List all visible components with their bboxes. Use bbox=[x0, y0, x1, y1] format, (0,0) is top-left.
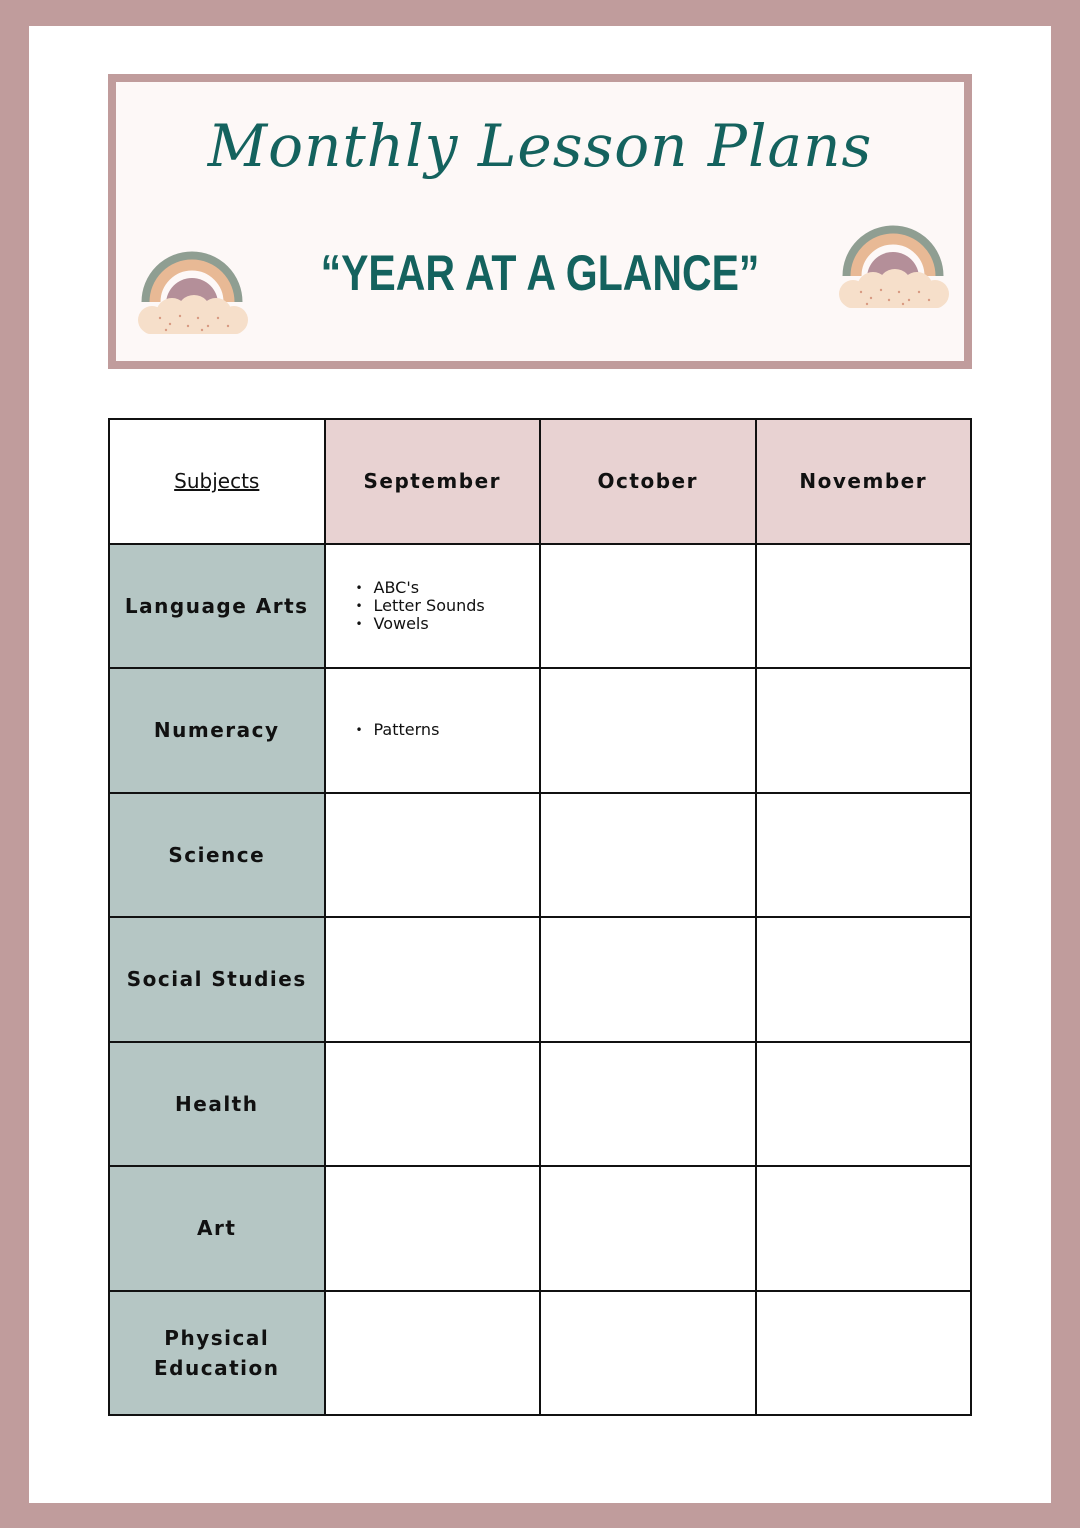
cell-social-studies-november[interactable] bbox=[756, 917, 972, 1042]
rainbow-cloud-icon bbox=[132, 240, 252, 340]
cell-art-september[interactable] bbox=[325, 1166, 541, 1291]
cell-science-september[interactable] bbox=[325, 793, 541, 918]
cell-health-september[interactable] bbox=[325, 1042, 541, 1167]
cell-physical-education-september[interactable] bbox=[325, 1291, 541, 1416]
table-row bbox=[109, 1291, 971, 1416]
subject-health: Health bbox=[109, 1042, 325, 1167]
subject-science: Science bbox=[109, 793, 325, 918]
cell-physical-education-october[interactable] bbox=[540, 1291, 756, 1416]
list-item: • Letter Sounds bbox=[356, 597, 540, 615]
month-header-october: October bbox=[540, 419, 756, 544]
subjects-header: Subjects bbox=[109, 419, 325, 544]
page-subtitle: “YEAR AT A GLANCE” bbox=[320, 245, 760, 301]
table-row bbox=[109, 917, 971, 1042]
cell-numeracy-october[interactable] bbox=[540, 668, 756, 793]
cell-numeracy-november[interactable] bbox=[756, 668, 972, 793]
cell-health-october[interactable] bbox=[540, 1042, 756, 1167]
table-row bbox=[109, 1042, 971, 1167]
cell-science-october[interactable] bbox=[540, 793, 756, 918]
lesson-plan-table bbox=[108, 418, 972, 1416]
cell-language-arts-october[interactable] bbox=[540, 544, 756, 669]
header-banner bbox=[108, 74, 972, 369]
table-row bbox=[109, 668, 971, 793]
table-row bbox=[109, 544, 971, 669]
page-title: Monthly Lesson Plans bbox=[207, 112, 873, 180]
rainbow-cloud-icon bbox=[833, 214, 953, 314]
cell-physical-education-november[interactable] bbox=[756, 1291, 972, 1416]
cell-art-november[interactable] bbox=[756, 1166, 972, 1291]
notes-list bbox=[356, 721, 540, 739]
subject-numeracy: Numeracy bbox=[109, 668, 325, 793]
table-row bbox=[109, 1166, 971, 1291]
subject-social-studies: Social Studies bbox=[109, 917, 325, 1042]
cell-numeracy-september[interactable] bbox=[325, 668, 541, 793]
page bbox=[29, 26, 1051, 1503]
cell-social-studies-october[interactable] bbox=[540, 917, 756, 1042]
list-item: • ABC's bbox=[356, 579, 540, 597]
month-header-november: November bbox=[756, 419, 972, 544]
subject-physical-education: Physical Education bbox=[109, 1291, 325, 1416]
table-header-row bbox=[109, 419, 971, 544]
cell-language-arts-september[interactable] bbox=[325, 544, 541, 669]
cell-science-november[interactable] bbox=[756, 793, 972, 918]
notes-list bbox=[356, 579, 540, 633]
cell-art-october[interactable] bbox=[540, 1166, 756, 1291]
cell-social-studies-september[interactable] bbox=[325, 917, 541, 1042]
list-item: • Patterns bbox=[356, 721, 540, 739]
subject-art: Art bbox=[109, 1166, 325, 1291]
cell-language-arts-november[interactable] bbox=[756, 544, 972, 669]
list-item: • Vowels bbox=[356, 615, 540, 633]
month-header-september: September bbox=[325, 419, 541, 544]
subject-language-arts: Language Arts bbox=[109, 544, 325, 669]
cell-health-november[interactable] bbox=[756, 1042, 972, 1167]
table-row bbox=[109, 793, 971, 918]
